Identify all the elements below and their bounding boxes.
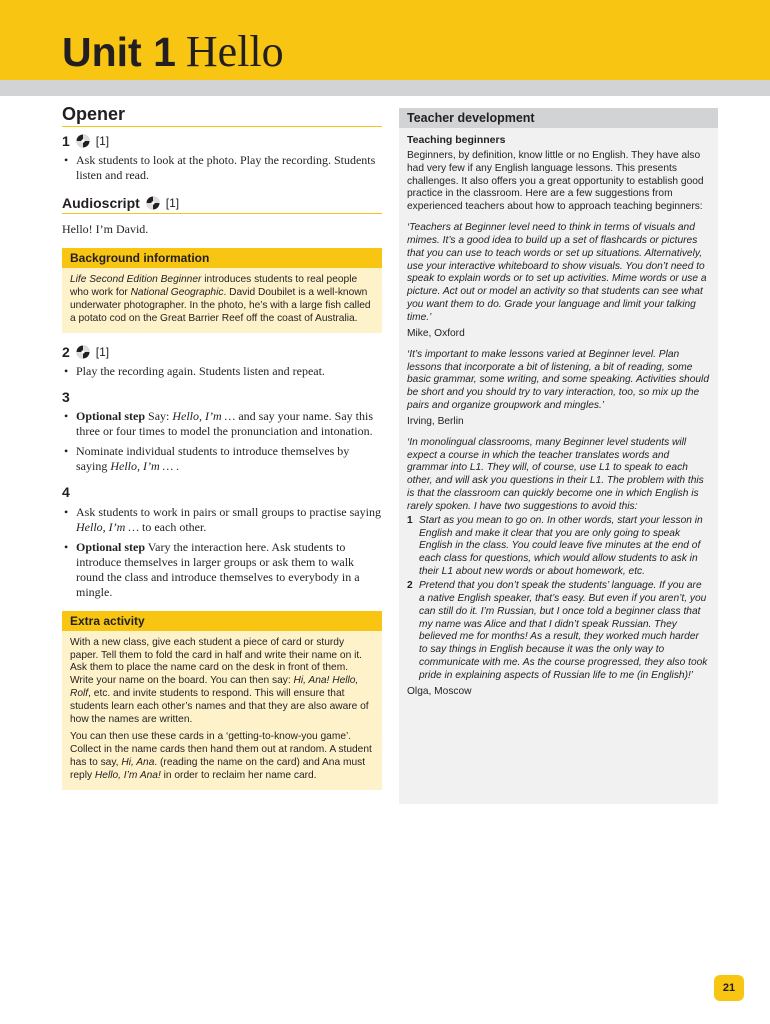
suggestion-list	[407, 515, 710, 683]
exercise-3-heading	[62, 389, 382, 405]
signature-olga: Olga, Moscow	[407, 685, 472, 697]
exercise-2-list	[62, 364, 382, 379]
divider-bar	[0, 80, 770, 96]
intro-paragraph: Beginners, by definition, know little or no English. They have also had very few if any English language lessons. This presents challenges. It also offers you a great opportunity to establish good practice in the classroom. Here are a few suggestions from experienced teachers about how to approach teaching beginners:	[407, 149, 704, 213]
list-item: • Nominate individual students to introduce themselves by saying Hello, I’m … .	[62, 444, 382, 474]
teaching-beginners-subtitle: Teaching beginners	[407, 134, 506, 146]
background-info-title: Background information	[62, 248, 382, 268]
list-item: • Optional step Say: Hello, I’m … and say your name. Say this three or four times to model the pronunciation and intonation.	[62, 409, 382, 439]
quote-olga: ‘In monolingual classrooms, many Beginner level students will expect a course in which the teacher translates words and grammar into L1. They will, of course, use L1 to speak to each other, and will ask you questions in their L1. The problem with this is that the classroom can quickly become one in which English is rarely spoken. I have two suggestions to avoid this:	[407, 436, 704, 512]
exercise-number: 2	[62, 343, 70, 360]
signature-mike: Mike, Oxford	[407, 327, 465, 339]
unit-banner	[0, 0, 770, 80]
exercise-1-list	[62, 153, 382, 183]
teacher-development-body	[399, 128, 718, 699]
exercise-4-heading	[62, 484, 382, 500]
track-number: [1]	[95, 134, 110, 148]
background-info-box	[62, 248, 382, 333]
extra-activity-body: With a new class, give each student a piece of card or sturdy paper. Tell them to fold the card in half and write their name on it. Ask them to place the name card on the desk in front of them. Write your name on the board. You can then say: Hi, Ana! Hello, Rolf, etc. and invite students to respond. This will ensure that students learn each other’s names and that they are also aware of how the names are written. You can then use these cards in a ‘getting-to-know-you game’. Collect in the name cards then hand them out at random. A student has to say, Hi, Ana. (reading the name on the card) and Ana must reply Hello, I’m Ana! in order to reclaim her name card.	[70, 636, 372, 781]
cd-icon	[76, 345, 90, 359]
unit-word: Hello	[185, 27, 284, 76]
list-item: • Play the recording again. Students listen and repeat.	[62, 364, 382, 379]
extra-activity-title: Extra activity	[62, 611, 382, 631]
audioscript-text: Hello! I’m David.	[62, 222, 149, 236]
quote-irving: ‘It’s important to make lessons varied at Beginner level. Plan lessons that incorporate a bit of listening, a bit of reading, some basic grammar, some writing, and some speaking. Activities should be short and you should try to vary interaction, too, so mix up the pairs and organize groupwork and mingles.’	[407, 348, 709, 412]
exercise-3-list	[62, 409, 382, 474]
exercise-number: 3	[62, 388, 70, 405]
extra-activity-box	[62, 611, 382, 790]
list-item: • Ask students to look at the photo. Play the recording. Students listen and read.	[62, 153, 382, 183]
teacher-development-title: Teacher development	[399, 108, 718, 128]
exercise-number: 1	[62, 133, 70, 149]
teacher-development-panel	[399, 108, 718, 804]
exercise-number: 4	[62, 483, 70, 500]
track-number: [1]	[165, 196, 180, 210]
quote-mike: ‘Teachers at Beginner level need to think in terms of visuals and mimes. It’s a good idea to build up a set of flashcards or pictures that you can use to teach words or set up situations. Alternatively, use your interactive whiteboard to show visuals. You don’t need to speak to explain words or to set up activities. Mime words or use a picture. Act out or model an activity so that students can see what you want them to do. Grade your language and limit your talking time.’	[407, 222, 707, 323]
signature-irving: Irving, Berlin	[407, 415, 464, 427]
list-item: • Ask students to work in pairs or small groups to practise saying Hello, I’m … to each other.	[62, 505, 382, 535]
audioscript-label: Audioscript	[62, 195, 140, 211]
list-item: 1 Start as you mean to go on. In other words, start your lesson in English and make it clear that you are only going to speak English in the class. You could leave five minutes at the end of each class for questions, which would allow students to ask in their L1 about new words or about homework, etc.	[407, 514, 703, 578]
track-number: [1]	[95, 344, 110, 359]
audioscript-heading	[62, 195, 382, 214]
background-info-body: Life Second Edition Beginner introduces students to real people who work for National Geographic. David Doubilet is a well-known underwater photographer. In the photo, he’s with a large fish called a potato cod on the Great Barrier Reef off the coast of Australia.	[70, 274, 371, 324]
exercise-2-heading	[62, 344, 382, 360]
left-column	[62, 104, 382, 790]
exercise-1-heading	[62, 133, 382, 149]
exercise-4-list	[62, 505, 382, 600]
page-number: 21	[714, 975, 744, 1001]
cd-icon	[76, 134, 90, 148]
unit-label: Unit 1	[62, 29, 176, 75]
unit-title	[62, 26, 284, 77]
list-item: 2 Pretend that you don’t speak the students’ language. If you are a native English speaker, that’s easy. But even if you aren’t, you can still do it. I’m Russian, but I once told a beginner class that my name was Alice and that I didn’t speak Russian. They believed me for months! As a result, they worked much harder to say things in English because it was the only way to communicate with me. As the course progressed, they also took pride in explaining aspects of Russian life to me (in English)!’	[407, 580, 708, 681]
list-item: • Optional step Vary the interaction here. Ask students to introduce themselves in larger groups or ask them to walk round the class and introduce themselves to everybody in a mingle.	[62, 540, 382, 600]
opener-heading: Opener	[62, 104, 382, 127]
cd-icon	[146, 196, 160, 210]
